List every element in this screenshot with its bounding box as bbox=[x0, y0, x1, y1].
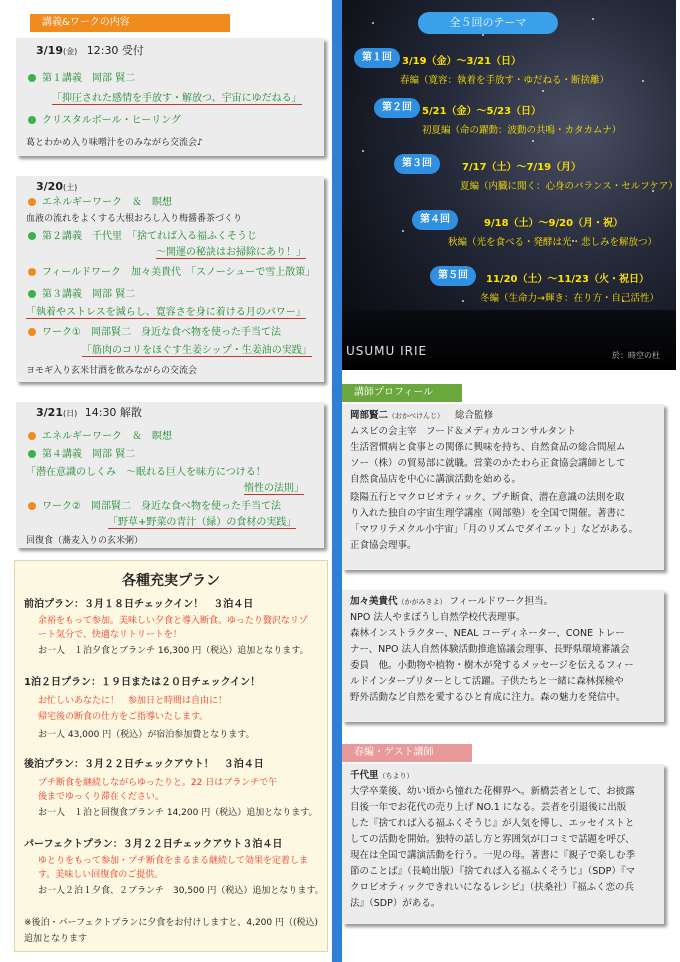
bullet-icon bbox=[28, 290, 36, 298]
plan4-desc1: ゆとりをもって参加・プチ断食をまるまる継続して効果を定着しま bbox=[38, 856, 309, 866]
okabe-line: 生活習慣病と食事との関係に興味を持ち、自然食品の総合問屋ム bbox=[350, 442, 626, 453]
day3-item3-sub bbox=[108, 516, 296, 530]
day1-weekday: (金) bbox=[62, 47, 78, 56]
okabe-line: り入れた独自の宇宙生理学講座（岡部塾）を全国で開催。著書に bbox=[350, 508, 626, 519]
day2-item3-text: フィールドワーク 加々美貴代 「スノーシューで雪上散策」 bbox=[42, 267, 316, 278]
plan2-desc2: 帰宅後の断食の仕方をご指導いたします。 bbox=[38, 712, 209, 722]
plan2-price: お一人 43,000 円（税込）が宿泊参加費となります。 bbox=[38, 730, 255, 740]
day2-item5-text: ワーク① 岡部賢二 身近な食べ物を使った手当て法 bbox=[42, 327, 281, 338]
day3-item2-title: 「潜在意識のしくみ ～眠れる巨人を味方につける！ bbox=[26, 467, 266, 478]
theme2-round: 第２回 bbox=[374, 98, 420, 118]
bullet-icon bbox=[28, 432, 36, 440]
chiyori-heading bbox=[350, 768, 414, 785]
theme4-round: 第４回 bbox=[412, 210, 458, 230]
plan4-title: パーフェクトプラン：３月２２日チェックアウト３泊４日 bbox=[24, 839, 283, 850]
plan1-title: 前泊プラン：３月１８日チェックイン！ ３泊４日 bbox=[24, 599, 254, 610]
okabe-line: 正食協会理事。 bbox=[350, 540, 417, 551]
day1-item2 bbox=[28, 114, 181, 128]
plan2-title: 1泊２日プラン：１９日または２０日チェックイン！ bbox=[24, 677, 261, 688]
theme2-dates: 5/21（金）～5/23（日） bbox=[422, 106, 542, 117]
bullet-icon bbox=[28, 74, 36, 82]
day3-date-line bbox=[36, 406, 142, 421]
okabe-line: 自然食品店を中心に講演活動を始める。 bbox=[350, 474, 522, 485]
day3-item3 bbox=[28, 500, 281, 514]
theme3-theme: 夏編（内臓に聞く：心身のバランス・セルフケア） bbox=[460, 181, 678, 192]
day2-item4-title bbox=[26, 306, 306, 320]
day2-note: ヨモギ入り玄米甘酒を飲みながらの交流会 bbox=[26, 366, 198, 376]
theme5-dates: 11/20（土）～11/23（火・祝日） bbox=[486, 274, 649, 285]
day1-item1-title-text: 「抑圧された感情を手放す・解放つ、宇宙にゆだねる」 bbox=[52, 93, 302, 104]
kagami-line: 野外活動など自然を愛するひと育成に注力。森の魅力を発信中。 bbox=[350, 692, 626, 703]
day2-date: 3/20 bbox=[36, 180, 63, 193]
day1-item1-title bbox=[52, 92, 302, 106]
plan1-price: お一人 １泊夕食とブランチ 16,300 円（税込）追加となります。 bbox=[38, 646, 309, 656]
bullet-icon bbox=[28, 502, 36, 510]
plan3-price: お一人 １泊と回復食ブランチ 14,200 円（税込）追加となります。 bbox=[38, 808, 318, 818]
day2-item2 bbox=[28, 230, 257, 244]
day2-weekday: (土) bbox=[62, 183, 78, 192]
chiyori-line: 目後一年でお花代の売り上げ NO.1 になる。芸者を引退後に出版 bbox=[350, 802, 627, 813]
day3-item1 bbox=[28, 430, 172, 444]
column-divider bbox=[332, 0, 342, 962]
bullet-icon bbox=[28, 328, 36, 336]
chiyori-line: 現在は全国で講演活動を行う。一児の母。著書に『親子で楽しむ季 bbox=[350, 850, 636, 861]
theme3-dates: 7/17（土）～7/19（月） bbox=[462, 162, 582, 173]
kagami-heading bbox=[350, 594, 553, 611]
day3-weekday: (日) bbox=[62, 409, 78, 418]
theme4-dates: 9/18（土）～9/20（月・祝） bbox=[484, 218, 624, 229]
kagami-line: 委員 他。小動物や植物・樹木が発するメッセージを伝えるフィー bbox=[350, 660, 634, 671]
day2-date-line bbox=[36, 180, 77, 195]
okabe-line: 「マワリテメクル小宇宙」「月のリズムでダイエット」などがある。 bbox=[350, 524, 638, 535]
plan2-desc1: お忙しいあなたに！ 参加日と時間は自由に！ bbox=[38, 696, 228, 706]
plans-footnote2: 追加となります bbox=[24, 934, 88, 944]
day1-item2-text: クリスタルボール・ヒーリング bbox=[42, 115, 181, 126]
day1-item1-text: 第１講義 岡部 賢二 bbox=[42, 73, 136, 84]
photo-credit: 於：時空の杜 bbox=[612, 351, 660, 360]
plan3-title: 後泊プラン：３月２２日チェックアウト！ ３泊４日 bbox=[24, 759, 264, 770]
day2-item4 bbox=[28, 288, 135, 302]
day3-note: 回復食（蕎麦入りの玄米粥） bbox=[26, 536, 144, 546]
day1-date-line bbox=[36, 44, 144, 59]
bullet-icon bbox=[28, 450, 36, 458]
theme5-theme: 冬編（生命力→輝き：在り方・自己活性） bbox=[480, 293, 659, 304]
day3-date: 3/21 bbox=[36, 406, 63, 419]
day2-item2-text: 第２講義 千代里 「捨てれば入る福ふくそうじ bbox=[42, 231, 257, 242]
day1-item1 bbox=[28, 72, 135, 86]
plan4-price: お一人２泊１夕食、２ブランチ 30,500 円（税込）追加となります。 bbox=[38, 886, 324, 896]
day3-item2-sub bbox=[244, 482, 304, 496]
day2-item2-sub-text: ～開運の秘訣はお掃除にあり！」 bbox=[156, 247, 306, 258]
okabe-kana: （おかべけんじ） bbox=[388, 412, 445, 420]
day3-time: 14:30 解散 bbox=[84, 406, 142, 419]
okabe-line: ムスビの会主宰 フード＆メディカルコンサルタント bbox=[350, 426, 577, 437]
kagami-kana: （かがみきよ） bbox=[397, 598, 447, 606]
chiyori-line: しての活動を開始。独特の話し方と雰囲気が口コミで話題を呼び、 bbox=[350, 834, 635, 845]
theme1-round: 第１回 bbox=[354, 48, 400, 68]
theme4-theme: 秋編（光を食べる・発酵は光・悲しみを解放つ） bbox=[448, 237, 658, 248]
bullet-icon bbox=[28, 268, 36, 276]
day2-item5 bbox=[28, 326, 281, 340]
day2-item1-note: 血液の流れをよくする大根おろし入り梅醤番茶づくり bbox=[26, 214, 243, 224]
plan3-desc1: プチ断食を継続しながらゆったりと。22 日はブランチで午 bbox=[38, 778, 278, 788]
day2-item1-text: エネルギーワーク ＆ 瞑想 bbox=[42, 197, 172, 208]
day2-item2-sub bbox=[156, 246, 306, 260]
day3-item2-sub-text: 惰性の法則」 bbox=[244, 483, 304, 494]
theme1-dates: 3/19（金）～3/21（日） bbox=[402, 56, 522, 67]
chiyori-kana: （ちより） bbox=[378, 772, 414, 780]
day1-time: 12:30 受付 bbox=[86, 44, 144, 57]
day3-item2-text: 第４講義 岡部 賢二 bbox=[42, 449, 136, 460]
bullet-icon bbox=[28, 116, 36, 124]
okabe-name: 岡部賢二 bbox=[350, 410, 389, 421]
chiyori-line: クロビオティックできれいになるレシピ』（扶桑社）『福ふく恋の兵 bbox=[350, 882, 635, 893]
plan3-desc2: 後までゆっくり滞在ください。 bbox=[38, 792, 164, 802]
theme3-round: 第３回 bbox=[394, 154, 440, 174]
plans-footnote1: ※後泊・パーフェクトプランに夕食をお付けしますと、4,200 円（(税込) bbox=[24, 918, 319, 928]
theme5-round: 第５回 bbox=[430, 266, 476, 286]
kagami-role: フィールドワーク担当。 bbox=[449, 596, 554, 607]
chiyori-line: 法』（SDP）がある。 bbox=[350, 898, 441, 909]
plan1-desc1: 余裕をもって参加。美味しい夕食と導入断食。ゆったり贅沢なリゾ bbox=[38, 616, 308, 626]
day3-item3-text: ワーク② 岡部賢二 身近な食べ物を使った手当て法 bbox=[42, 501, 281, 512]
plan4-desc2: す。美味しい回復食のご提供。 bbox=[38, 870, 164, 880]
theme2-theme: 初夏編（命の躍動：波動の共鳴・カタカムナ） bbox=[422, 125, 622, 136]
guest-header: 春編・ゲスト講師 bbox=[342, 744, 472, 762]
profile-header: 講師プロフィール bbox=[342, 384, 462, 402]
chiyori-line: 節のことば』（長崎出版）『捨てれば入る福ふくそうじ』（SDP）『マ bbox=[350, 866, 636, 877]
okabe-heading bbox=[350, 408, 493, 425]
chiyori-name: 千代里 bbox=[350, 770, 379, 781]
day1-note: 葛とわかめ入り味噌汁をのみながら交流会♪ bbox=[26, 138, 203, 148]
chiyori-line: 大学卒業後、幼い頃から憧れた花柳界へ。新橋芸者として、お披露 bbox=[350, 786, 635, 797]
kagami-line: ルドインタープリターとして活躍。子供たちと一緒に森林探検や bbox=[350, 676, 624, 687]
theme1-theme: 春編（寛容：執着を手放す・ゆだねる・断捨離） bbox=[400, 75, 610, 86]
themes-title: 全５回のテーマ bbox=[418, 12, 558, 34]
day2-item5-sub bbox=[82, 344, 312, 358]
day3-item2 bbox=[28, 448, 135, 462]
kagami-name: 加々美貴代 bbox=[350, 596, 398, 607]
plan1-desc2: ート気分で、快適なリトリートを！ bbox=[38, 630, 182, 640]
okabe-line: ソー（株）の貿易部に就職。営業のかたわら正食協会講師として bbox=[350, 458, 626, 469]
kagami-line: 森林インストラクター、NEAL コーディネーター、CONE トレー bbox=[350, 628, 625, 639]
photo-watermark: USUMU IRIE bbox=[346, 344, 428, 358]
lecture-header: 講義&ワークの内容 bbox=[30, 14, 230, 32]
day2-item1 bbox=[28, 196, 172, 210]
bullet-icon bbox=[28, 198, 36, 206]
okabe-role: 総合監修 bbox=[455, 410, 494, 421]
kagami-line: ナー、NPO 法人自然体験活動推進協議会理事、長野県環境審議会 bbox=[350, 644, 630, 655]
plans-title: 各種充実プラン bbox=[122, 573, 220, 589]
day3-item3-sub-text: 「野草+野菜の青汁（緑）の食材の実践」 bbox=[108, 517, 297, 528]
day2-item5-sub-text: 「筋肉のコリをほぐす生姜シップ・生姜油の実践」 bbox=[82, 345, 312, 356]
day1-date: 3/19 bbox=[36, 44, 63, 57]
chiyori-line: した『捨てれば入る福ふくそうじ』が人気を博し、エッセイストと bbox=[350, 818, 635, 829]
okabe-line: 陰陽五行とマクロビオティック、プチ断食、潜在意識の法則を取 bbox=[350, 492, 625, 503]
day2-item4-text: 第３講義 岡部 賢二 bbox=[42, 289, 136, 300]
day3-item1-text: エネルギーワーク ＆ 瞑想 bbox=[42, 431, 172, 442]
day2-item4-title-text: 「執着やストレスを減らし、寛容さを身に着ける月のパワー」 bbox=[26, 307, 306, 318]
kagami-line: NPO 法人やまぼうし自然学校代表理事。 bbox=[350, 612, 526, 623]
bullet-icon bbox=[28, 232, 36, 240]
day2-item3 bbox=[28, 266, 315, 280]
